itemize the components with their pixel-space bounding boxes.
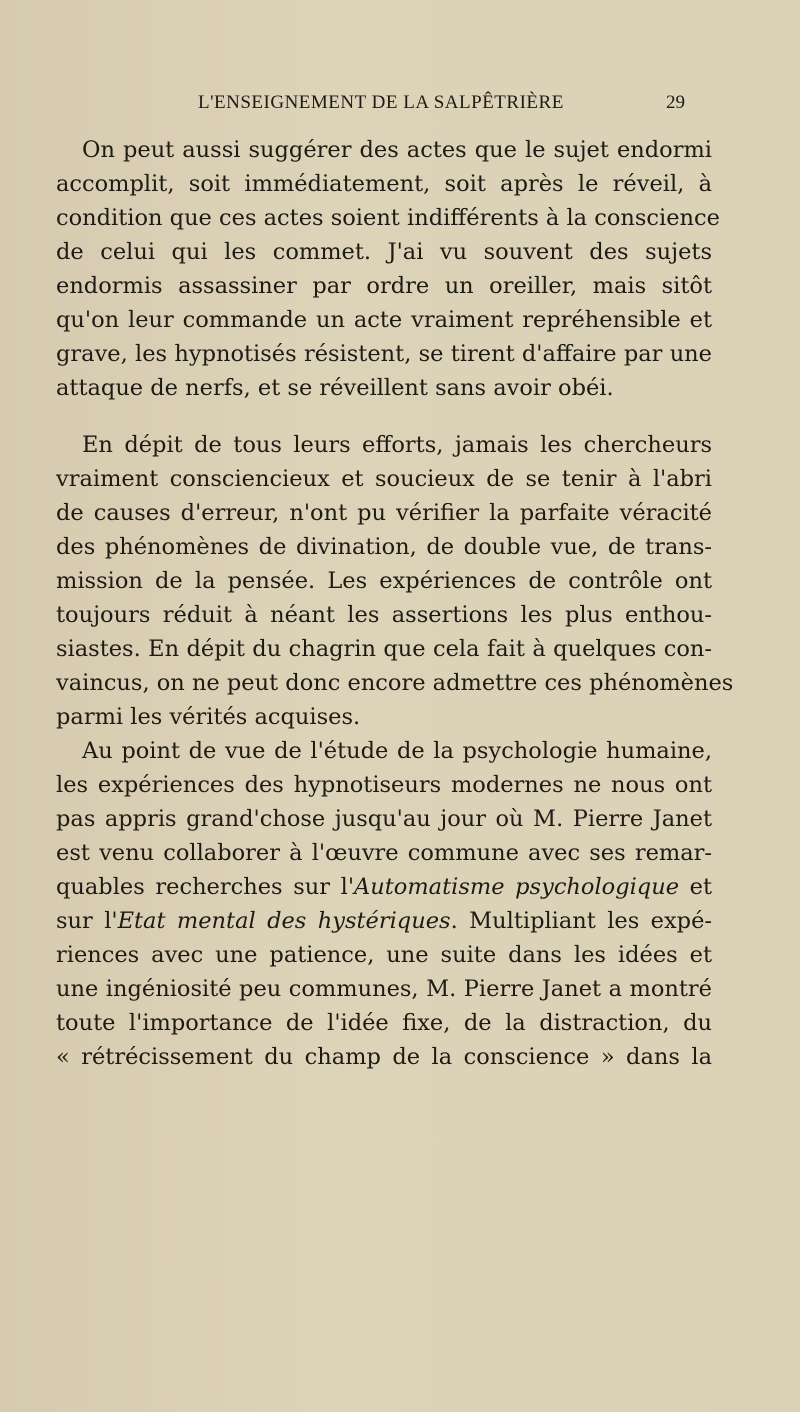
text-line: une ingéniosité peu communes, M. Pierre Janet a montré xyxy=(56,976,712,1002)
text-line: siastes. En dépit du chagrin que cela fait à quelques con- xyxy=(56,636,712,662)
text-line: qu'on leur commande un acte vraiment repréhensible et xyxy=(56,307,712,333)
text-line: En dépit de tous leurs efforts, jamais les chercheurs xyxy=(82,432,712,458)
text-line: est venu collaborer à l'œuvre commune avec ses remar- xyxy=(56,840,712,866)
text-line: On peut aussi suggérer des actes que le sujet endormi xyxy=(82,137,712,163)
running-title: L'ENSEIGNEMENT DE LA SALPÊTRIÈRE xyxy=(198,92,564,113)
text-line: mission de la pensée. Les expériences de contrôle ont xyxy=(56,568,712,594)
text-line: condition que ces actes soient indifférents à la conscience xyxy=(56,205,720,231)
text-line xyxy=(56,876,712,899)
text-line: toujours réduit à néant les assertions les plus enthou- xyxy=(56,602,712,628)
text-line: de celui qui les commet. J'ai vu souvent des sujets xyxy=(56,239,712,265)
text-line: accomplit, soit immédiatement, soit après le réveil, à xyxy=(56,171,712,197)
text-line: toute l'importance de l'idée fixe, de la distraction, du xyxy=(56,1010,712,1036)
text-line: endormis assassiner par ordre un oreiller, mais sitôt xyxy=(56,273,712,299)
text-run: quables recherches sur l' xyxy=(56,874,355,900)
text-run: sur l' xyxy=(56,908,118,934)
text-line: attaque de nerfs, et se réveillent sans avoir obéi. xyxy=(56,375,614,401)
text-line: parmi les vérités acquises. xyxy=(56,704,361,730)
text-run: et xyxy=(679,874,712,900)
text-line: Au point de vue de l'étude de la psychologie humaine, xyxy=(82,738,712,764)
text-line: riences avec une patience, une suite dans les idées et xyxy=(56,942,712,968)
text-line: vaincus, on ne peut donc encore admettre ces phénomènes xyxy=(56,670,734,696)
text-line xyxy=(56,910,712,933)
text-run: . Multipliant les expé- xyxy=(450,908,712,934)
text-line: les expériences des hypnotiseurs modernes ne nous ont xyxy=(56,772,712,798)
text-line: grave, les hypnotisés résistent, se tirent d'affaire par une xyxy=(56,341,712,367)
text-line: de causes d'erreur, n'ont pu vérifier la parfaite véracité xyxy=(56,500,712,526)
text-line: des phénomènes de divination, de double vue, de trans- xyxy=(56,534,712,560)
book-title-etat-mental: Etat mental des hystériques xyxy=(117,908,451,934)
text-line: vraiment consciencieux et soucieux de se tenir à l'abri xyxy=(56,466,712,492)
page-number: 29 xyxy=(666,92,685,113)
book-title-automatisme: Automatisme psychologique xyxy=(354,874,680,900)
text-line: pas appris grand'chose jusqu'au jour où M. Pierre Janet xyxy=(56,806,712,832)
text-line: « rétrécissement du champ de la conscience » dans la xyxy=(56,1044,712,1070)
